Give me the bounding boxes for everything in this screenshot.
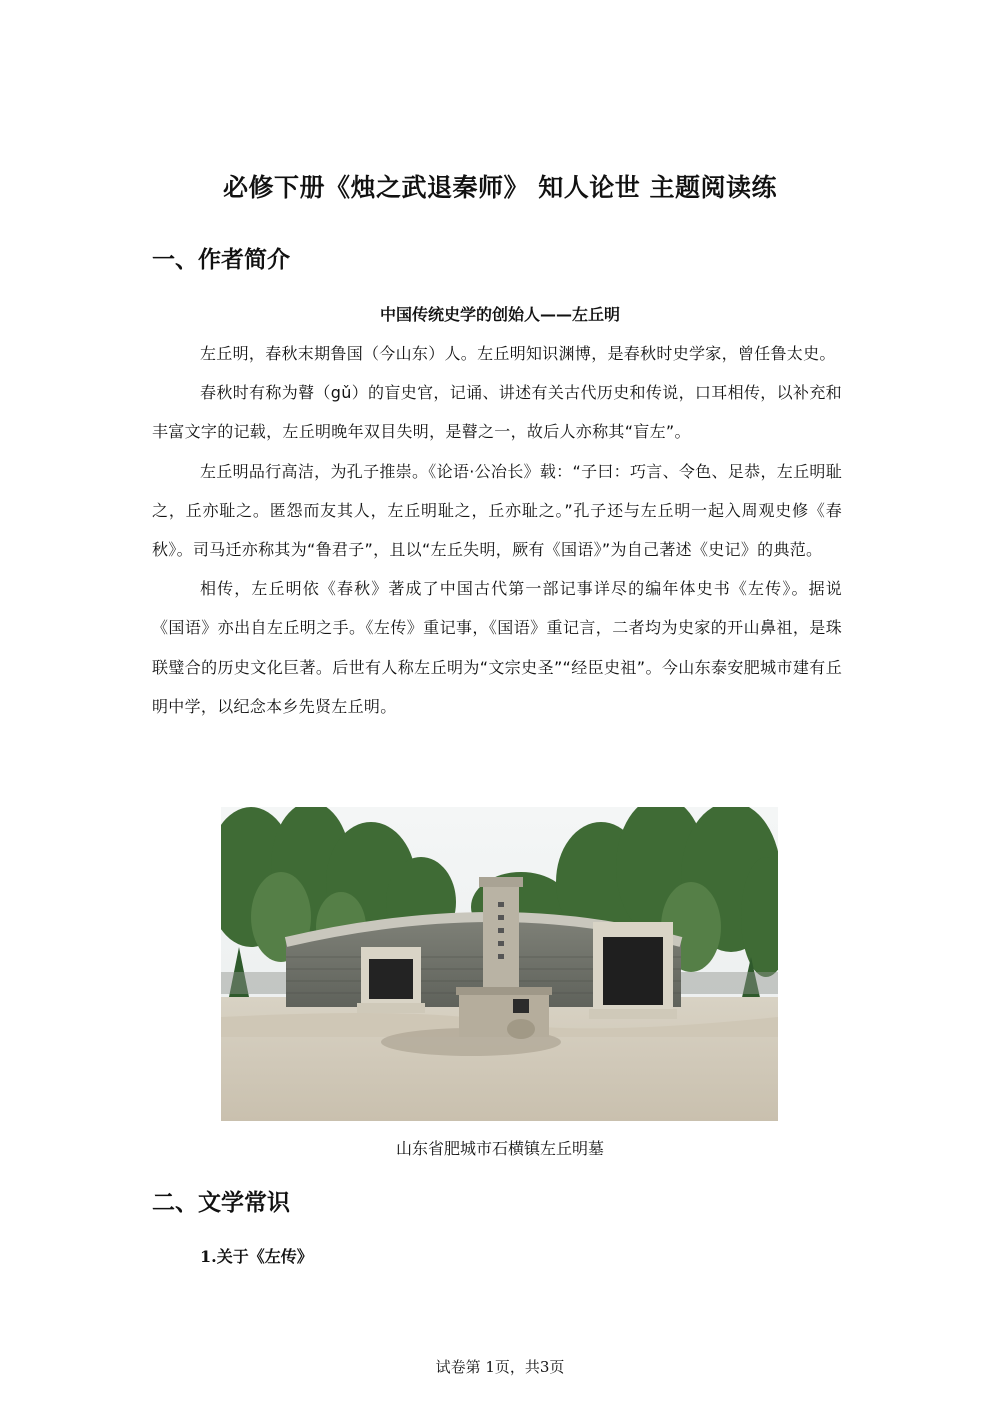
image-caption: 山东省肥城市石横镇左丘明墓 (395, 1139, 604, 1158)
paragraph-2: 春秋时有称为瞽（gǔ）的盲史官，记诵、讲述有关古代历史和传说，口耳相传，以补充和丰富文字的记载，左丘明晚年双目失明，是瞽之一，故后人亦称其“盲左”。 (152, 383, 842, 442)
subheading-zuozhuan: 1.关于《左传》 (200, 1247, 313, 1266)
article-subtitle: 中国传统史学的创始人——左丘明 (379, 305, 620, 324)
section-heading-author-intro: 一、作者简介 (152, 247, 290, 273)
paragraph-3: 左丘明品行高洁，为孔子推崇。《论语·公冶长》载：“子曰：巧言、令色、足恭，左丘明耻之，丘亦耻之。匿怨而友其人，左丘明耻之，丘亦耻之。”孔子还与左丘明一起入周观史修《春秋》。司马迁亦称其为“鲁君子”，且以“左丘失明，厥有《国语》”为自己著述《史记》的典范。 (152, 461, 842, 560)
document-title: 必修下册《烛之武退秦师》 知人论世 主题阅读练 (223, 173, 777, 202)
paragraph-4: 相传，左丘明依《春秋》著成了中国古代第一部记事详尽的编年体史书《左传》。据说《国语》亦出自左丘明之手。《左传》重记事，《国语》重记言，二者均为史家的开山鼻祖，是珠联璧合的历史文化巨著。后世有人称左丘明为“文宗史圣”“经臣史祖”。今山东泰安肥城市建有丘明中学，以纪念本乡先贤左丘明。 (152, 579, 842, 716)
page-footer: 试卷第 1页，共3页 (435, 1358, 565, 1376)
section-heading-literary-knowledge: 二、文学常识 (152, 1190, 290, 1216)
article-body (152, 334, 842, 726)
paragraph-1: 左丘明，春秋末期鲁国（今山东）人。左丘明知识渊博，是春秋时史学家，曾任鲁太史。 (200, 344, 836, 363)
tomb-photo (221, 807, 778, 1121)
